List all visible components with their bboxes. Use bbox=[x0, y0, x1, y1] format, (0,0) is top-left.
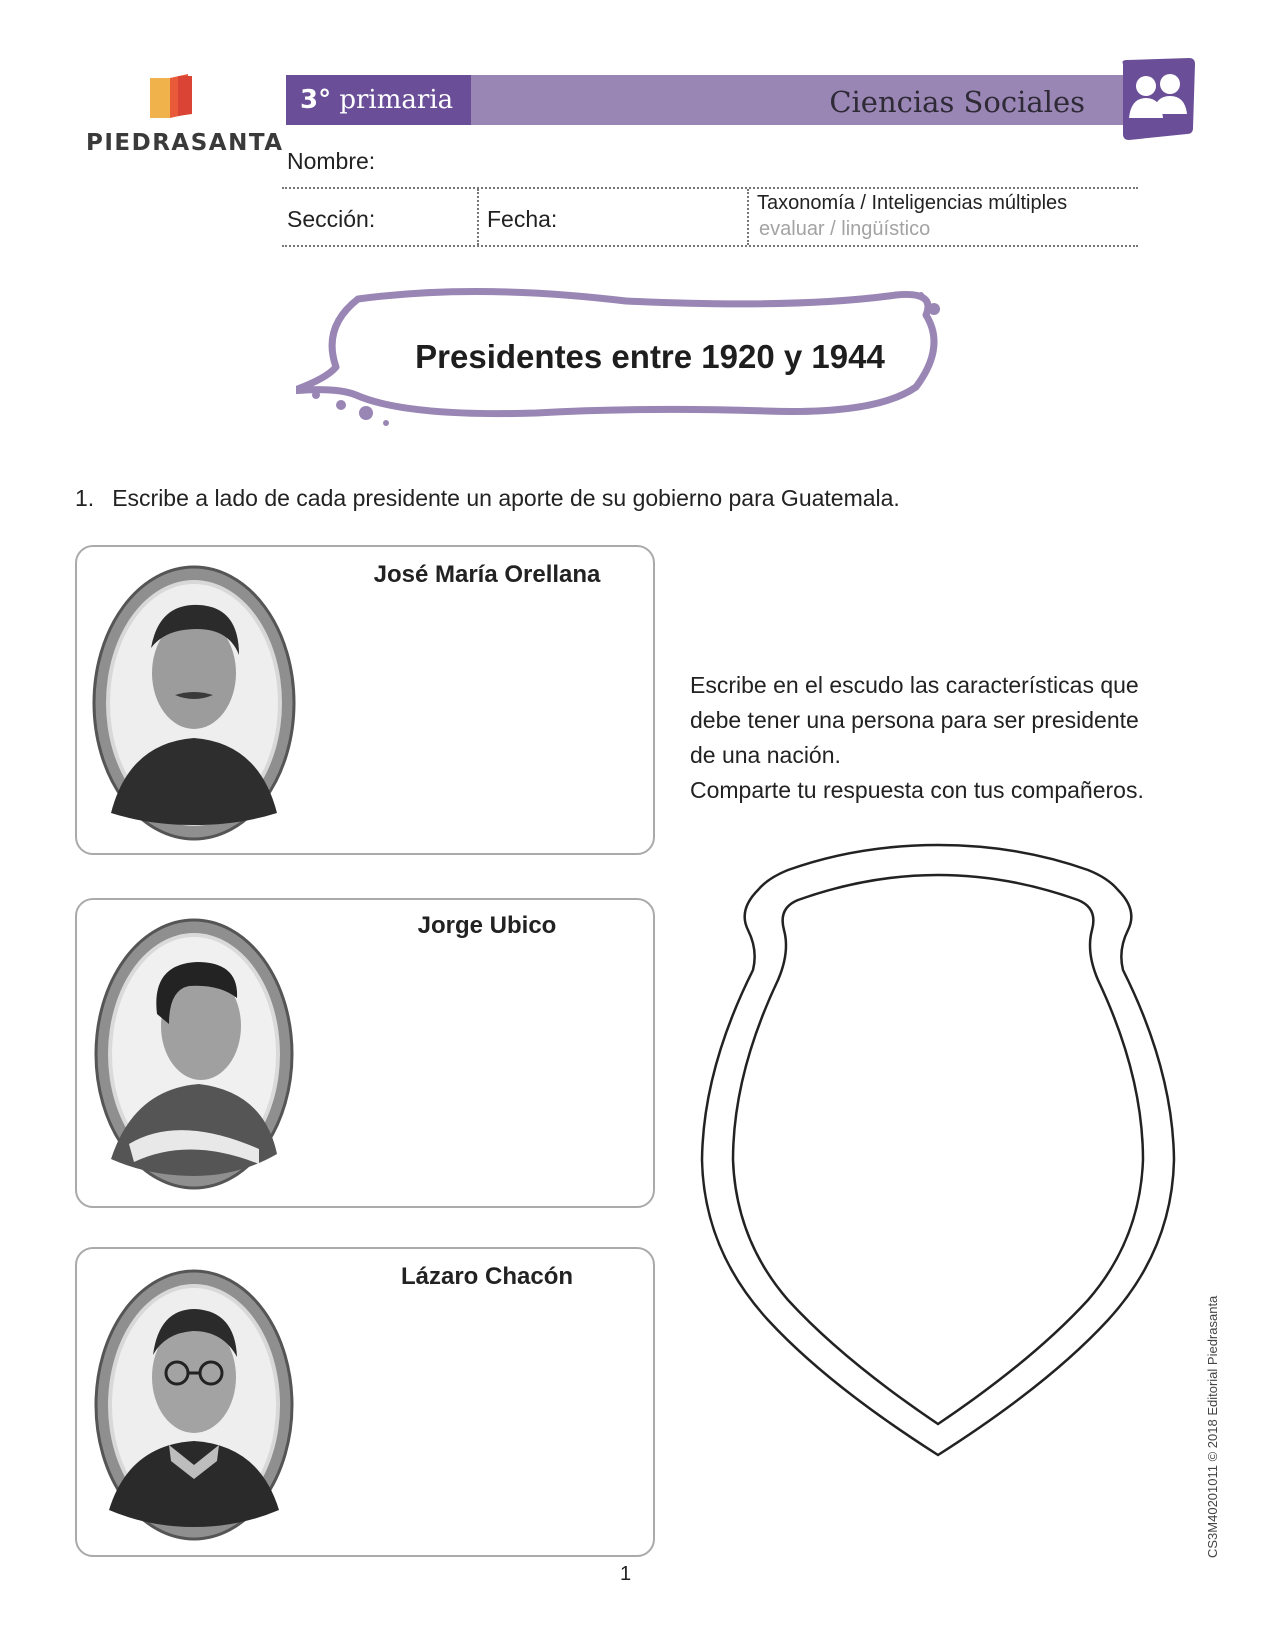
shield-instructions bbox=[690, 668, 1220, 808]
president-card[interactable] bbox=[75, 545, 655, 855]
divider bbox=[477, 189, 479, 245]
page-number: 1 bbox=[620, 1563, 632, 1585]
instruction-text: Escribe a lado de cada presidente un aporte de su gobierno para Guatemala. bbox=[112, 485, 900, 511]
president-name: Lázaro Chacón bbox=[400, 1263, 574, 1290]
prompt-line: debe tener una persona para ser presidente bbox=[690, 707, 1139, 733]
grade-number: 3° bbox=[300, 85, 332, 115]
president-name: Jorge Ubico bbox=[417, 912, 557, 939]
taxonomia-value: evaluar / lingüístico bbox=[759, 218, 931, 240]
prompt-line: Comparte tu respuesta con tus compañeros. bbox=[690, 777, 1144, 803]
nombre-label: Nombre: bbox=[287, 148, 376, 174]
prompt-line: Escribe en el escudo las características que bbox=[690, 672, 1139, 698]
shield-writing-area[interactable] bbox=[688, 830, 1188, 1460]
president-card[interactable] bbox=[75, 1247, 655, 1557]
grade-label bbox=[286, 75, 471, 125]
divider bbox=[282, 245, 1138, 247]
president-portrait bbox=[89, 563, 299, 843]
president-portrait bbox=[89, 914, 299, 1194]
president-card[interactable] bbox=[75, 898, 655, 1208]
fecha-label: Fecha: bbox=[487, 206, 558, 232]
copyright-code: CS3M40201011 © 2018 Editorial Piedrasanta bbox=[1205, 1295, 1220, 1558]
grade-text: primaria bbox=[339, 85, 454, 115]
instruction bbox=[75, 485, 900, 512]
logo-text: PIEDRASANTA bbox=[86, 130, 284, 156]
subject-title: Ciencias Sociales bbox=[829, 85, 1085, 119]
piedrasanta-logo bbox=[86, 74, 284, 164]
prompt-line: de una nación. bbox=[690, 742, 841, 768]
group-people-icon bbox=[1117, 58, 1197, 140]
divider bbox=[747, 189, 749, 245]
taxonomia-label: Taxonomía / Inteligencias múltiples bbox=[757, 192, 1068, 214]
page-title: Presidentes entre 1920 y 1944 bbox=[415, 338, 885, 375]
seccion-label: Sección: bbox=[287, 206, 376, 232]
book-logo-icon bbox=[148, 74, 208, 124]
president-name: José María Orellana bbox=[373, 561, 601, 588]
divider bbox=[282, 187, 1138, 189]
president-portrait bbox=[89, 1265, 299, 1545]
instruction-number: 1. bbox=[75, 485, 95, 511]
